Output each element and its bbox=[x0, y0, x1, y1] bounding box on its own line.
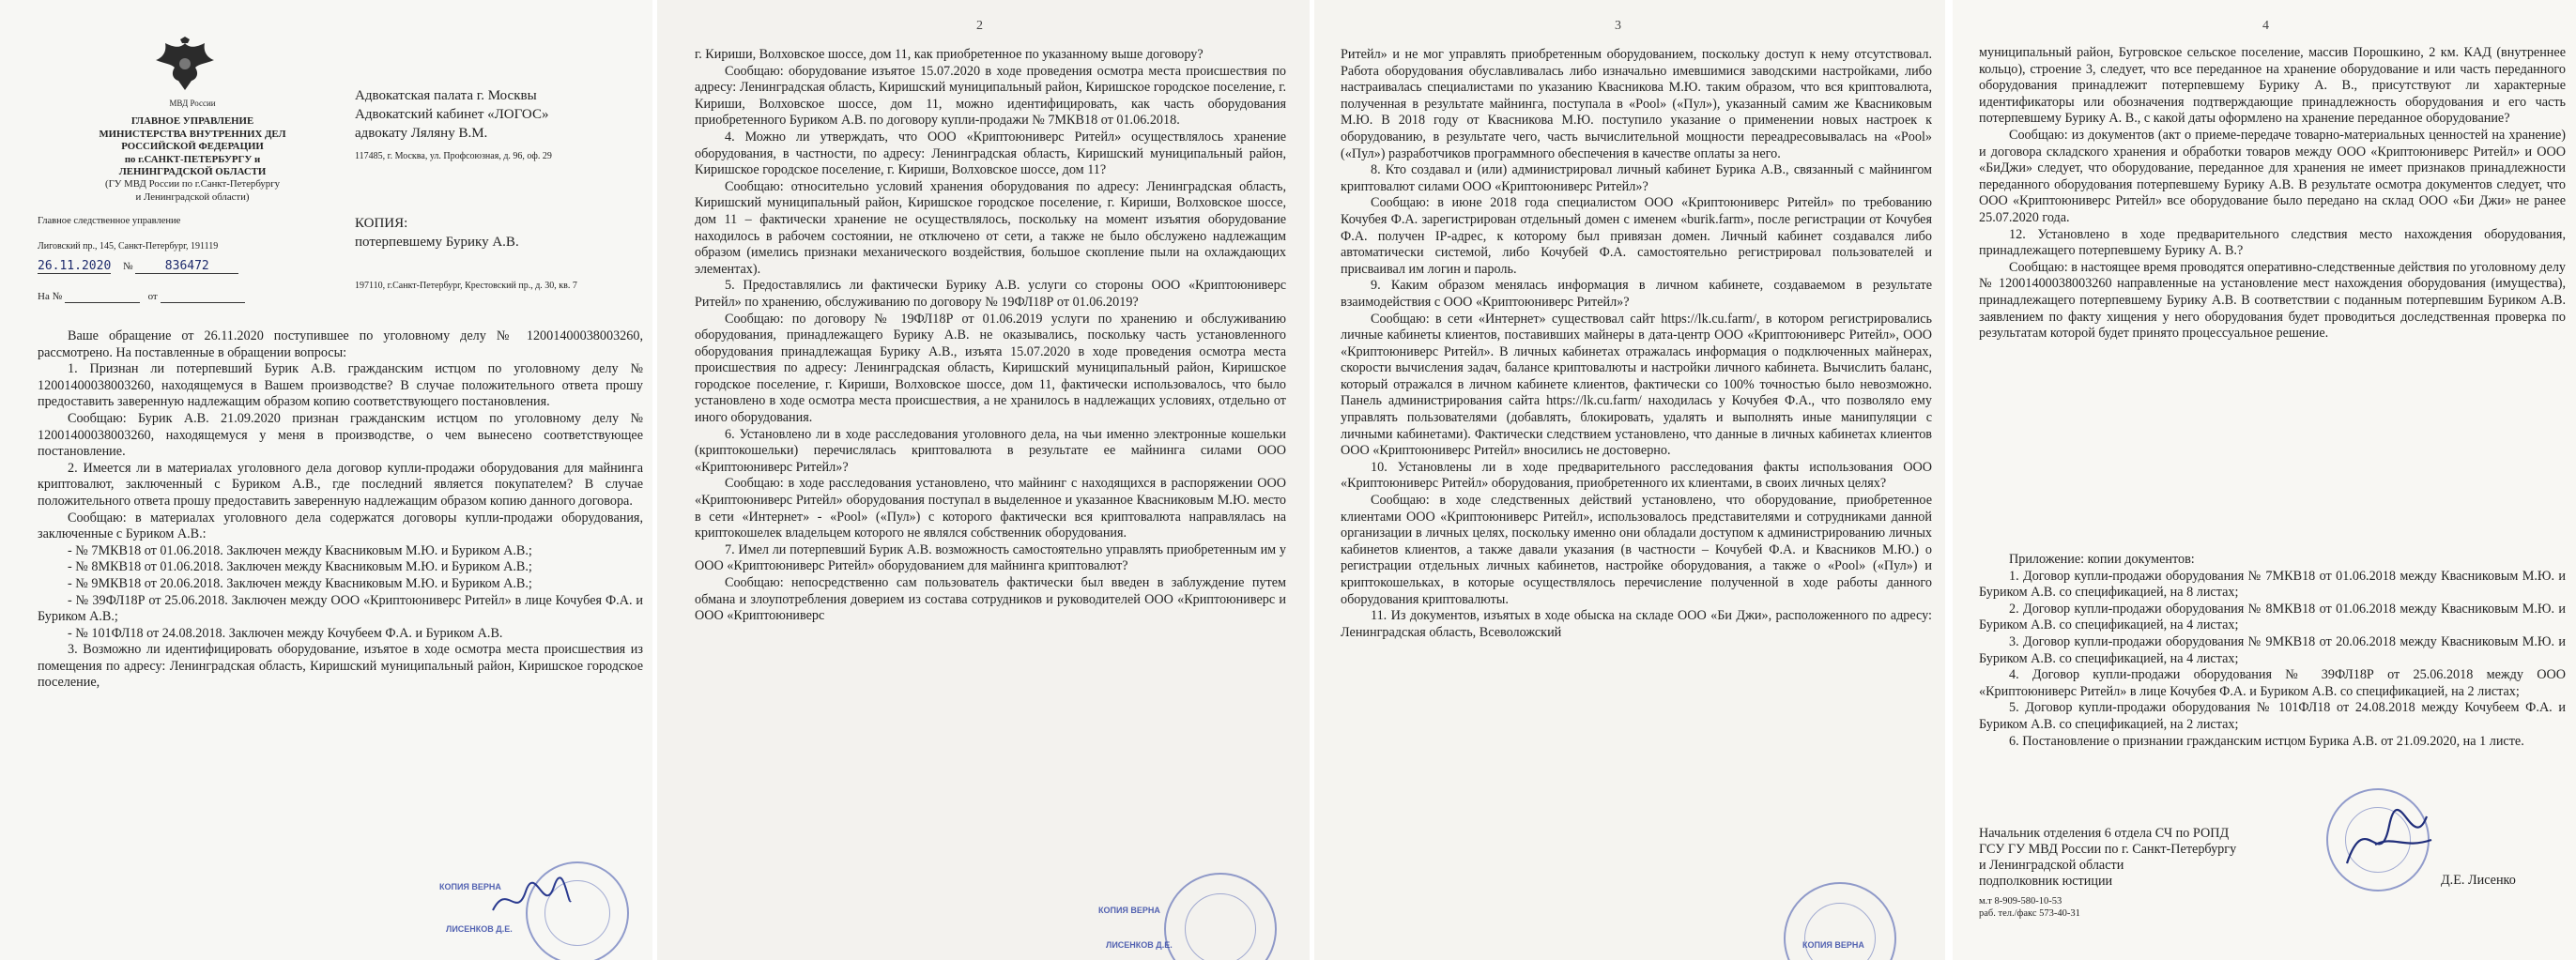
signature-block bbox=[1979, 826, 2289, 890]
paragraph: муниципальный район, Бугровское сельское поселение, массив Порошкино, 2 км. КАД (внутреннее кольцо), строение 3, следует, что все переданное на хранение оборудование и или часть переданного оборудования принадлежит потерпевшему Бурику А. В., присутствуют ли характерные идентификаторы или обозначения подтверждающие принадлежность оборудования и его часть потерпевшему Бурику А. В., с какой даты оформлено на хранение переданное оборудование? bbox=[1979, 45, 2566, 127]
paragraph: Сообщаю: в сети «Интернет» существовал сайт https://lk.cu.farm/, в котором регистрировались личные кабинеты клиентов, поставивших майнеры в дата-центр ООО «Криптоюниверс Ритейл», ООО «Криптоюниверс Ритейл». В личных кабинетах отражалась информация о подключенных майнерах, скорости вычисления задач, балансе криптовалюты и настройки личного кабинета. Вычислить баланс, который отражался в личном кабинете клиентов, фактически со 100% точностью было невозможно. Панель администрирования сайта https://lk.cu.farm/ находилась у Кочубея Ф.А., что позволяло ему управлять пользователями (добавлять, блокировать, удалять и выполнять иные манипуляции с личными кабинетами). Фактически следствием установлено, что данные в личных кабинетах клиентов ООО «Криптоюниверс Ритейл» вносились не достоверно. bbox=[1341, 311, 1932, 459]
org-header-line: РОССИЙСКОЙ ФЕДЕРАЦИИ bbox=[121, 141, 264, 153]
registration-date: 26.11.2020 bbox=[38, 259, 112, 273]
registration-line bbox=[38, 259, 238, 274]
document-page-2 bbox=[657, 0, 1310, 960]
paragraph: 9. Каким образом менялась информация в личном кабинете, создаваемом в результате взаимодействия с ООО «Криптоюниверс Ритейл»? bbox=[1341, 278, 1932, 310]
stamp-signer: ЛИСЕНКОВ Д.Е. bbox=[1106, 940, 1173, 950]
document-page-3 bbox=[1314, 0, 1945, 960]
paragraph: г. Кириши, Волховское шоссе, дом 11, как приобретенное по указанному выше договору? bbox=[695, 47, 1204, 62]
contact-line: раб. тел./факс 573-40-31 bbox=[1979, 908, 2080, 919]
recipient-address: 117485, г. Москва, ул. Профсоюзная, д. 96, оф. 29 bbox=[355, 151, 552, 161]
paragraph: 10. Установлены ли в ходе предварительного расследования факты использования ООО «Криптоюниверс Ритейл» оборудования, приобретенного их клиентами, в своих личных целях? bbox=[1341, 459, 1932, 492]
page-4-body bbox=[1979, 45, 2566, 343]
contact-line: м.т 8-909-580-10-53 bbox=[1979, 896, 2062, 907]
paragraph: Сообщаю: в ходе расследования установлено, что майнинг с находящихся в распоряжении ООО «Криптоюниверс Ритейл» оборудования поступал в выделенное и указанное Квасниковым М.Ю. место в сети «Интернет» - «Pool» («Пул») с которого фактически вся криптовалюта направлялась на криптокошелек владельцем которого не являлся собственник оборудования. bbox=[695, 476, 1286, 541]
attachment-item: 4. Договор купли-продажи оборудования № 39ФЛ18Р от 25.06.2018 между ООО «Криптоюниверс Ритейл» в лице Кочубея Ф.А. и Буриком А.В. со спецификацией, на 2 листах; bbox=[1979, 667, 2566, 699]
paragraph: Ваше обращение от 26.11.2020 поступившее по уголовному делу № 12001400038003260, рассмотрено. На поставленные в обращении вопросы: bbox=[38, 328, 643, 360]
org-header-line: по г.САНКТ-ПЕТЕРБУРГУ и bbox=[124, 153, 261, 165]
paragraph: - № 9МКВ18 от 20.06.2018. Заключен между Квасниковым М.Ю. и Буриком А.В.; bbox=[68, 575, 532, 591]
signature-line: и Ленинградской области bbox=[1979, 858, 2124, 873]
signature-icon bbox=[488, 873, 573, 929]
paragraph: - № 8МКВ18 от 01.06.2018. Заключен между Квасниковым М.Ю. и Буриком А.В.; bbox=[68, 559, 532, 575]
signature-icon bbox=[2338, 798, 2441, 882]
paragraph: 3. Возможно ли идентифицировать оборудование, изъятое в ходе осмотра места происшествия из помещения по адресу: Ленинградская область, Киришский муниципальный район, Киришское городское поселение, bbox=[38, 642, 643, 691]
copy-block bbox=[355, 214, 636, 251]
attachment-item: 1. Договор купли-продажи оборудования № 7МКВ18 от 01.06.2018 между Квасниковым М.Ю. и Буриком А.В. со спецификацией, на 8 листах; bbox=[1979, 568, 2566, 601]
copy-verified-stamp: КОПИЯ ВЕРНА bbox=[1802, 940, 1864, 950]
stamp-signer: ЛИСЕНКОВ Д.Е. bbox=[446, 924, 513, 934]
attachment-item: 3. Договор купли-продажи оборудования № 9МКВ18 от 20.06.2018 между Квасниковым М.Ю. и Буриком А.В. со спецификацией, на 4 листах; bbox=[1979, 633, 2566, 666]
on-number-blank bbox=[65, 291, 140, 303]
contact-block bbox=[1979, 895, 2214, 920]
org-header-line: и Ленинградской области) bbox=[135, 190, 250, 203]
registration-number: 836472 bbox=[135, 259, 238, 274]
org-address: Лиговский пр., 145, Санкт-Петербург, 191119 bbox=[38, 241, 219, 251]
org-header-line: ЛЕНИНГРАДСКОЙ ОБЛАСТИ bbox=[118, 166, 267, 178]
paragraph: Сообщаю: оборудование изъятое 15.07.2020 в ходе проведения осмотра места происшествия по адресу: Ленинградская область, Киришский муниципальный район, Киришское городское поселение, г. Кириши, Волховское шоссе, дом 11, можно идентифицировать, как часть оборудования приобретенного Буриком А.В. по договору купли-продажи № 7МКВ18 от 01.06.2018. bbox=[695, 63, 1286, 129]
registration-number-label: № bbox=[123, 261, 133, 272]
page-number: 3 bbox=[1615, 19, 1621, 33]
paragraph: 6. Установлено ли в ходе расследования уголовного дела, на чьи именно электронные кошельки (криптокошельки) перечислялась криптовалюта в результате ее майнинга силами ООО «Криптоюниверс Ритейл»? bbox=[695, 426, 1286, 475]
signature-line: подполковник юстиции bbox=[1979, 874, 2113, 889]
paragraph: 2. Имеется ли в материалах уголовного дела договор купли-продажи оборудования для майнинга криптовалют, заключенный с Буриком А.В., где последний является покупателем? В случае положительного ответа прошу предоставить заверенную надлежащим образом копию данного договора. bbox=[38, 460, 643, 509]
org-header-line: (ГУ МВД России по г.Санкт-Петербургу bbox=[104, 178, 281, 190]
round-seal-inner bbox=[1185, 893, 1256, 960]
page-2-body bbox=[695, 47, 1286, 625]
paragraph: Ритейл» и не мог управлять приобретенным оборудованием, поскольку доступ к нему отсутствовал. Работа оборудования обуславливалась либо изначально имевшимися заводскими настройками, либо настраивалась специалистами по указанию Квасникова М.Ю. таким образом, что вся криптовалюта, полученная в результате майнинга, поступала в «Pool» («Пул»), указанный самим же Квасниковым М.Ю. В 2018 году от Квасникова М.Ю. поступило указание о применении новых настроек к оборудованию, в результате чего, часть вычислительной мощности переадресовывалась на «Pool» («Пул») разработчиков программного обеспечения в качестве оплаты за него. bbox=[1341, 47, 1932, 161]
attachment-item: 5. Договор купли-продажи оборудования № 101ФЛ18 от 24.08.2018 между Кочубеем Ф.А. и Буриком А.В. со спецификацией, на 2 листах; bbox=[1979, 700, 2566, 732]
page-number: 4 bbox=[2262, 19, 2269, 33]
page-number: 2 bbox=[976, 19, 983, 33]
paragraph: 12. Установлено в ходе предварительного следствия место нахождения оборудования, принадлежащего потерпевшему Бурику А. В.? bbox=[1979, 226, 2566, 259]
paragraph: 4. Можно ли утверждать, что ООО «Криптоюниверс Ритейл» осуществлялось хранение оборудования, в частности, по адресу: Ленинградская область, Киришский муниципальный район, Киришское городское поселение, г. Кириши, Волховское шоссе, дом 11? bbox=[695, 129, 1286, 178]
org-header bbox=[38, 98, 347, 204]
paragraph: Сообщаю: в материалах уголовного дела содержатся договоры купли-продажи оборудования, заключенные с Буриком А.В.: bbox=[38, 510, 643, 542]
reference-line bbox=[38, 291, 245, 303]
org-header-line: МИНИСТЕРСТВА ВНУТРЕННИХ ДЕЛ bbox=[99, 128, 286, 140]
signer-name: Д.Е. Лисенко bbox=[2441, 873, 2516, 888]
recipient-line: Адвокатский кабинет «ЛОГОС» bbox=[355, 107, 549, 122]
paragraph: - № 39ФЛ18Р от 25.06.2018. Заключен между ООО «Криптоюниверс Ритейл» в лице Кочубея Ф.А. и Буриком А.В.; bbox=[38, 592, 643, 625]
copy-verified-stamp: КОПИЯ ВЕРНА bbox=[439, 882, 501, 891]
department-name: Главное следственное управление bbox=[38, 216, 181, 226]
paragraph: Сообщаю: в июне 2018 года специалистом ООО «Криптоюниверс Ритейл» по требованию Кочубея Ф.А. зарегистрирован отдельный домен с именем «burik.farm», после регистрации от Кочубея Ф.А. получен IP-адрес, к которому был привязан домен. Личный кабинет создавался либо автоматически системой, либо Кочубей Ф.А. самостоятельно регистрировал пользователей и присваивал им логин и пароль. bbox=[1341, 195, 1932, 277]
paragraph: Сообщаю: по договору № 19ФЛ18Р от 01.06.2019 услуги по хранению и обслуживанию оборудования, принадлежащего Бурику А.В. не оказывались, поскольку часть установленного оборудования принадлежащая Бурику А.В., изъята 15.07.2020 в ходе проведения осмотра места происшествия по адресу: Ленинградская область, Киришский муниципальный район, Киришское городское поселение, г. Кириши, Волховское шоссе, дом 11, фактически использовалось, что было установлено в ходе осмотра места происшествия, а не хранилось в надлежащих условиях, отдельно от иного оборудования. bbox=[695, 311, 1286, 426]
paragraph: Сообщаю: из документов (акт о приеме-передаче товарно-материальных ценностей на хранение) и договора складского хранения и обработки товаров между ООО «Криптоюниверс Ритейл» и ООО «БиДжи» следует, что оборудование, переданное для хранения не имеет признаков принадлежности переданного оборудования потерпевшему Бурику А.В. В результате осмотра документов следует, что ООО «Криптоюниверс Ритейл» все оборудование было передано на склад ООО «Би Джи» не ранее 25.07.2020 года. bbox=[1979, 127, 2566, 225]
recipient-block bbox=[355, 86, 636, 143]
copy-recipient: потерпевшему Бурику А.В. bbox=[355, 235, 519, 250]
document-page-4 bbox=[1953, 0, 2576, 960]
paragraph: - № 7МКВ18 от 01.06.2018. Заключен между Квасниковым М.Ю. и Буриком А.В.; bbox=[68, 542, 532, 558]
paragraph: Сообщаю: в настоящее время проводятся оперативно-следственные действия по уголовному делу № 12001400038003260 направленные на установление мест нахождения оборудования (имущества), принадлежащего потерпевшему Бурику А.В. В соответствии с поданным потерпевшим Буриком А.В. заявлением по факту хищения у него оборудования будет проводиться доследственная проверка по результатам которой будет принято процессуальное решение. bbox=[1979, 259, 2566, 342]
paragraph: 8. Кто создавал и (или) администрировал личный кабинет Бурика А.В., связанный с майнингом криптовалют силами ООО «Криптоюниверс Ритейл»? bbox=[1341, 162, 1932, 194]
signature-line: Начальник отделения 6 отдела СЧ по РОПД bbox=[1979, 826, 2230, 841]
recipient-line: Адвокатская палата г. Москвы bbox=[355, 88, 537, 103]
on-number-label: На № bbox=[38, 291, 63, 302]
paragraph: Сообщаю: Бурик А.В. 21.09.2020 признан гражданским истцом по уголовному делу № 12001400038003260, находящемуся у меня в производстве, о чем вынесено соответствующее постановление. bbox=[38, 410, 643, 460]
eagle-emblem-icon bbox=[152, 36, 218, 96]
org-header-line: ГЛАВНОЕ УПРАВЛЕНИЕ bbox=[130, 115, 254, 128]
attachment-item: 6. Постановление о признании гражданским истцом Бурика А.В. от 21.09.2020, на 1 листе. bbox=[2009, 733, 2524, 749]
paragraph: Сообщаю: относительно условий хранения оборудования по адресу: Ленинградская область, Киришский муниципальный район, Киришское городское поселение, г. Кириши, Волховское шоссе, дом 11 – фактически хранение не осуществлялось, поскольку на момент изъятия оборудование находилось в рабочем состоянии, не отключено от сети, а также не было обслужено надлежащим образом (имелись признаки механического воздействия, большое скопление пыли на охлаждающих элементах). bbox=[695, 178, 1286, 277]
attachments-list bbox=[1979, 552, 2566, 750]
paragraph: Сообщаю: непосредственно сам пользователь фактически был введен в заблуждение путем обмана и злоупотребления доверием из состава сотрудников и руководителей ООО «Криптоюниверс и ООО «Криптоюниверс bbox=[695, 575, 1286, 624]
on-from-label: от bbox=[147, 291, 158, 302]
paragraph: 11. Из документов, изъятых в ходе обыска на складе ООО «Би Джи», расположенного по адресу: Ленинградская область, Всеволожский bbox=[1341, 608, 1932, 640]
page-1-body bbox=[38, 328, 643, 692]
paragraph: Сообщаю: в ходе следственных действий установлено, что оборудование, приобретенное клиентами ООО «Криптоюниверс Ритейл», использовалось представителями и сотрудниками данной организации в личных целях, поскольку именно они обладали доступом к администрированию личных кабинетов клиентов, а также давали указания (в частности – Кочубей Ф.А. и Квасников М.Ю.) о регистрации отдельных личных кабинетов, настройке оборудования, а также о «Pool» («Пул») и криптокошельках, в которые осуществлялось перечисление полученной в ходе работы данного оборудования криптовалюты. bbox=[1341, 493, 1932, 607]
document-page-1 bbox=[0, 0, 652, 960]
page-3-body bbox=[1341, 47, 1932, 641]
signature-line: ГСУ ГУ МВД России по г. Санкт-Петербургу bbox=[1979, 842, 2237, 857]
paragraph: 1. Признан ли потерпевший Бурик А.В. гражданским истцом по уголовному делу № 12001400038003260, находящемуся в Вашем производстве? В случае положительного ответа прошу предоставить заверенную надлежащим образом копию соответствующего постановления. bbox=[38, 361, 643, 410]
paragraph: 7. Имел ли потерпевший Бурик А.В. возможность самостоятельно управлять приобретенным им у ООО «Криптоюниверс Ритейл» оборудованием для майнинга криптовалют? bbox=[695, 541, 1286, 574]
recipient-line: адвокату Ляляну В.М. bbox=[355, 126, 488, 141]
copy-label: КОПИЯ: bbox=[355, 216, 408, 231]
paragraph: 5. Предоставлялись ли фактически Бурику А.В. услуги со стороны ООО «Криптоюниверс Ритейл» по хранению, обслуживанию по договору № 19ФЛ18Р от 01.06.2019? bbox=[695, 278, 1286, 310]
paragraph: - № 101ФЛ18 от 24.08.2018. Заключен между Кочубеем Ф.А. и Буриком А.В. bbox=[68, 625, 503, 641]
org-header-line: МВД России bbox=[169, 99, 216, 108]
on-from-blank bbox=[161, 291, 245, 303]
attachments-title: Приложение: копии документов: bbox=[2009, 552, 2195, 567]
attachment-item: 2. Договор купли-продажи оборудования № 8МКВ18 от 01.06.2018 между Квасниковым М.Ю. и Буриком А.В. со спецификацией, на 4 листах; bbox=[1979, 601, 2566, 633]
copy-address: 197110, г.Санкт-Петербург, Крестовский пр., д. 30, кв. 7 bbox=[355, 281, 577, 291]
copy-verified-stamp: КОПИЯ ВЕРНА bbox=[1098, 906, 1160, 915]
